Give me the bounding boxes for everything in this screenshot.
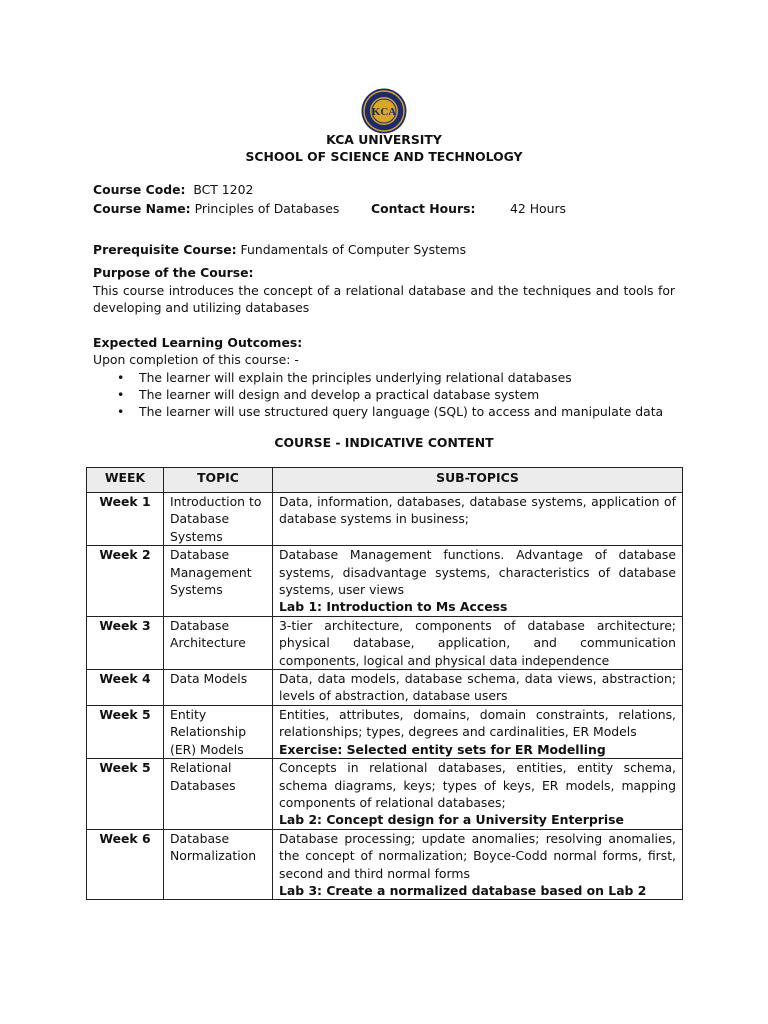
lab-text: Lab 3: Create a normalized database based on Lab 2 [279,882,647,898]
subtopics-text: Data, information, databases, database systems, application of database systems in business; [279,494,676,527]
content-table [86,467,683,900]
exercise-text: Exercise: Selected entity sets for ER Modelling [279,741,606,757]
subtopics-text: Database Management functions. Advantage of database systems, disadvantage systems, characteristics of database systems, user views [279,547,676,598]
table-row [87,759,683,830]
subtopics-text: Data, data models, database schema, data views, abstraction; levels of abstraction, database users [279,671,676,704]
week-cell: Week 5 [87,705,164,758]
subtopics-cell [273,759,683,830]
column-header-topic: TOPIC [164,468,273,493]
subtopics-text: Concepts in relational databases, entities, entity schema, schema diagrams, keys; types of keys, ER models, mapping components of relational databases; [279,760,676,810]
prerequisite-value: Fundamentals of Computer Systems [240,242,467,257]
outcome-item: • The learner will design and develop a practical database system [93,386,663,403]
subtopics-cell [273,670,683,706]
subtopics-cell [273,546,683,617]
topic-cell: Entity Relationship (ER) Models [164,705,273,758]
outcome-item: • The learner will explain the principles underlying relational databases [93,369,663,386]
week-cell: Week 2 [87,546,164,617]
table-header-row [87,468,683,493]
prerequisite-label: Prerequisite Course: [93,242,237,257]
subtopics-text: 3-tier architecture, components of database architecture; physical database, application, and communication components, logical and physical data independence [279,617,676,668]
subtopics-cell [273,705,683,758]
school-name: SCHOOL OF SCIENCE AND TECHNOLOGY [245,149,523,164]
topic-cell: Database Normalization [164,829,273,900]
week-cell: Week 1 [87,493,164,546]
table-row [87,616,683,669]
topic-cell: Database Management Systems [164,546,273,617]
course-code-label: Course Code: [93,182,186,197]
lab-text: Lab 2: Concept design for a University Enterprise [279,812,624,828]
university-name: KCA UNIVERSITY [326,132,442,147]
week-cell: Week 5 [87,759,164,830]
subtopics-text: Database processing; update anomalies; resolving anomalies, the concept of normalization; Boyce-Codd normal forms, first, second and third normal forms [279,830,676,881]
outcomes-list [93,369,663,420]
table-row [87,705,683,758]
contact-hours-value: 42 Hours [510,201,567,216]
outcome-item: • The learner will use structured query language (SQL) to access and manipulate data [93,403,663,420]
outcomes-intro: Upon completion of this course: - [93,352,299,367]
topic-cell: Introduction to Database Systems [164,493,273,546]
subtopics-text: Entities, attributes, domains, domain constraints, relations, relationships; types, degrees and cardinalities, ER Models [279,706,676,740]
purpose-heading: Purpose of the Course: [93,265,254,280]
topic-cell: Database Architecture [164,616,273,669]
course-code-value: BCT 1202 [193,182,254,197]
university-logo [361,88,407,134]
logo-text: KCA [371,106,397,118]
week-cell: Week 6 [87,829,164,900]
topic-cell: Relational Databases [164,759,273,830]
course-name-line [93,200,339,217]
course-name-label: Course Name: [93,201,191,216]
contact-hours-label: Contact Hours: [371,201,476,216]
outcomes-heading: Expected Learning Outcomes: [93,335,303,350]
course-name-value: Principles of Databases [194,201,340,216]
subtopics-cell [273,616,683,669]
week-cell: Week 4 [87,670,164,706]
table-row [87,829,683,900]
purpose-text: This course introduces the concept of a relational database and the techniques and tools for developing and utilizing databases [93,283,675,315]
course-code-line [93,181,253,198]
table-row [87,670,683,706]
table-row [87,546,683,617]
subtopics-cell [273,493,683,546]
table-row [87,493,683,546]
week-cell: Week 3 [87,616,164,669]
content-title: COURSE - INDICATIVE CONTENT [274,435,494,450]
prerequisite-line [93,241,466,258]
column-header-week: WEEK [87,468,164,493]
column-header-subtopics: SUB-TOPICS [273,468,683,493]
topic-cell: Data Models [164,670,273,706]
subtopics-cell [273,829,683,900]
lab-text: Lab 1: Introduction to Ms Access [279,599,508,615]
